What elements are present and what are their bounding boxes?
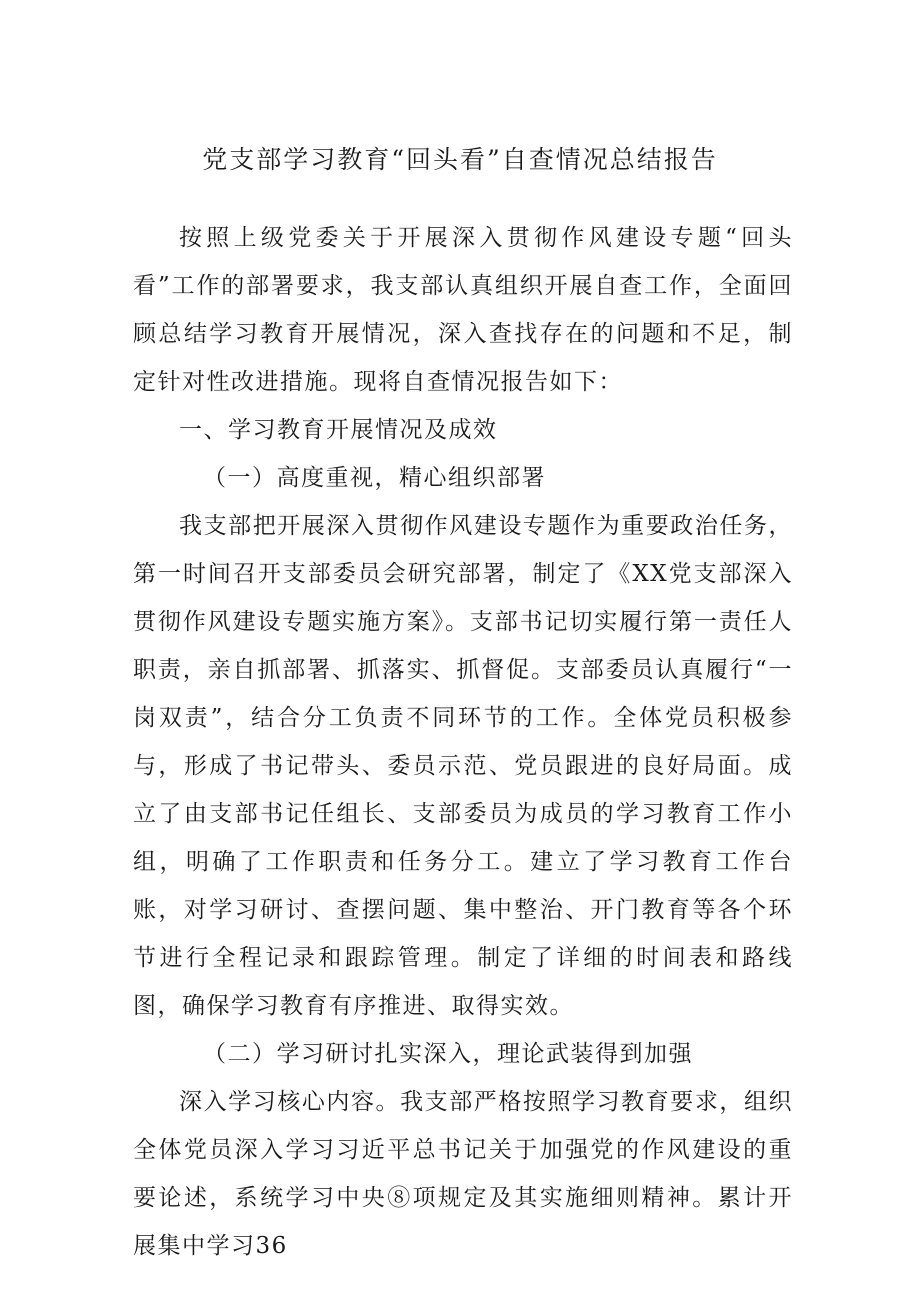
section-1-2-paragraph: 深入学习核心内容。我支部严格按照学习教育要求，组织全体党员深入学习习近平总书记关于加强党的作风建设的重要论述，系统学习中央⑧项规定及其实施细则精神。累计开展集中学习36	[133, 1089, 793, 1259]
section-1-heading: 一、学习教育开展情况及成效	[179, 417, 498, 443]
intro-paragraph: 按照上级党委关于开展深入贯彻作风建设专题“回头看”工作的部署要求，我支部认真组织开展自查工作，全面回顾总结学习教育开展情况，深入查找存在的问题和不足，制定针对性改进措施。现将自查情况报告如下：	[133, 225, 793, 395]
section-1-2-heading: （二）学习研讨扎实深入，理论武装得到加强	[203, 1041, 693, 1067]
section-1-1-heading: （一）高度重视，精心组织部署	[203, 465, 546, 491]
document-title: 党支部学习教育“回头看”自查情况总结报告	[202, 145, 718, 174]
section-1-1-paragraph: 我支部把开展深入贯彻作风建设专题作为重要政治任务，第一时间召开支部委员会研究部署，制定了《XX党支部深入贯彻作风建设专题实施方案》。支部书记切实履行第一责任人职责，亲自抓部署、抓落实、抓督促。支部委员认真履行“一岗双责”，结合分工负责不同环节的工作。全体党员积极参与，形成了书记带头、委员示范、党员跟进的良好局面。成立了由支部书记任组长、支部委员为成员的学习教育工作小组，明确了工作职责和任务分工。建立了学习教育工作台账，对学习研讨、查摆问题、集中整治、开门教育等各个环节进行全程记录和跟踪管理。制定了详细的时间表和路线图，确保学习教育有序推进、取得实效。	[133, 513, 793, 1019]
document-body	[133, 214, 793, 1270]
